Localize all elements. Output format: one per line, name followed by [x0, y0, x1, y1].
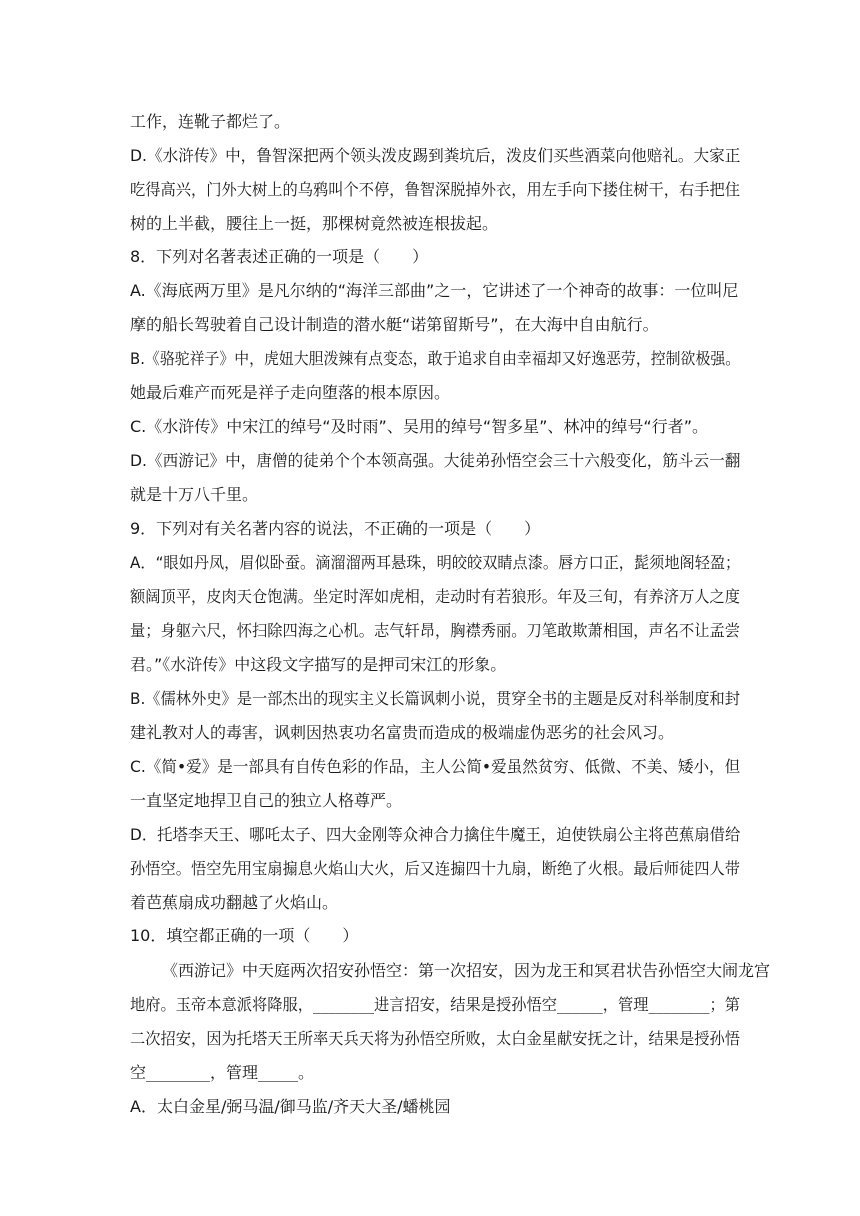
option-d-line: D.《西游记》中，唐僧的徒弟个个本领高强。大徒弟孙悟空会三十六般变化，筋斗云一翻 — [130, 451, 741, 470]
text-line: 建礼教对人的毒害，讽刺因热衷功名富贵而造成的极端虚伪恶劣的社会风习。 — [130, 723, 675, 742]
text-line: 着芭蕉扇成功翻越了火焰山。 — [130, 893, 339, 912]
text-line: 一直坚定地捍卫自己的独立人格尊严。 — [130, 791, 403, 810]
option-a-line: A．太白金星/弼马温/御马监/齐天大圣/蟠桃园 — [130, 1097, 451, 1116]
passage-line: 《西游记》中天庭两次招安孙悟空：第一次招安，因为龙王和冥君状告孙悟空大闹龙宫 — [162, 961, 771, 980]
passage-line: 地府。玉帝本意派将降服，________进言招安，结果是授孙悟空______，管理________；第 — [130, 995, 740, 1014]
question-9: 9．下列对有关名著内容的说法，不正确的一项是（ ） — [130, 519, 541, 538]
option-b-line: B.《儒林外史》是一部杰出的现实主义长篇讽刺小说，贯穿全书的主题是反对科举制度和封 — [130, 689, 741, 708]
text-line: 她最后难产而死是祥子走向堕落的根本原因。 — [130, 383, 451, 402]
option-c-line: C.《简•爱》是一部具有自传色彩的作品，主人公简•爱虽然贫穷、低微、不美、矮小，但 — [130, 757, 741, 776]
question-10: 10．填空都正确的一项（ ） — [130, 926, 359, 945]
text-line: 量；身躯六尺，怀扫除四海之心机。志气轩昂，胸襟秀丽。刀笔敢欺萧相国，声名不让孟尝 — [130, 621, 740, 640]
text-line: 额阔顶平，皮肉天仓饱满。坐定时浑如虎相，走动时有若狼形。年及三旬，有养济万人之度 — [130, 587, 740, 606]
passage-line: 空________，管理_____。 — [130, 1063, 315, 1082]
option-c-line: C.《水浒传》中宋江的绰号“及时雨”、吴用的绰号“智多星”、林冲的绰号“行者”。 — [130, 417, 708, 436]
option-a-line: A．“眼如丹凤，眉似卧蚕。滴溜溜两耳悬珠，明皎皎双睛点漆。唇方口正，髭须地阁轻盈； — [130, 553, 741, 572]
passage-line: 二次招安，因为托塔天王所率天兵天将为孙悟空所败，太白金星献安抚之计，结果是授孙悟 — [130, 1029, 740, 1048]
question-8: 8．下列对名著表述正确的一项是（ ） — [130, 247, 429, 266]
text-line: 摩的船长驾驶着自己设计制造的潜水艇“诺第留斯号”，在大海中自由航行。 — [130, 315, 659, 334]
text-line: 吃得高兴，门外大树上的乌鸦叫个不停，鲁智深脱掉外衣，用左手向下搂住树干，右手把住 — [130, 180, 740, 199]
text-line: 树的上半截，腰往上一挺，那棵树竟然被连根拔起。 — [130, 214, 499, 233]
text-line: 工作，连靴子都烂了。 — [130, 112, 291, 131]
option-a-line: A.《海底两万里》是凡尔纳的“海洋三部曲”之一，它讲述了一个神奇的故事：一位叫尼 — [130, 281, 739, 300]
option-d-line: D.《水浒传》中，鲁智深把两个领头泼皮踢到粪坑后，泼皮们买些酒菜向他赔礼。大家正 — [130, 146, 741, 165]
text-line: 君。”《水浒传》中这段文字描写的是押司宋江的形象。 — [130, 655, 507, 674]
text-line: 就是十万八千里。 — [130, 485, 259, 504]
text-line: 孙悟空。悟空先用宝扇搧息火焰山大火，后又连搧四十九扇，断绝了火根。最后师徒四人带 — [130, 859, 740, 878]
option-b-line: B.《骆驼祥子》中，虎妞大胆泼辣有点变态，敢于追求自由幸福却又好逸恶劳，控制欲极强。 — [130, 349, 741, 368]
option-d-line: D．托塔李天王、哪吒太子、四大金刚等众神合力擒住牛魔王，迫使铁扇公主将芭蕉扇借给 — [130, 825, 741, 844]
